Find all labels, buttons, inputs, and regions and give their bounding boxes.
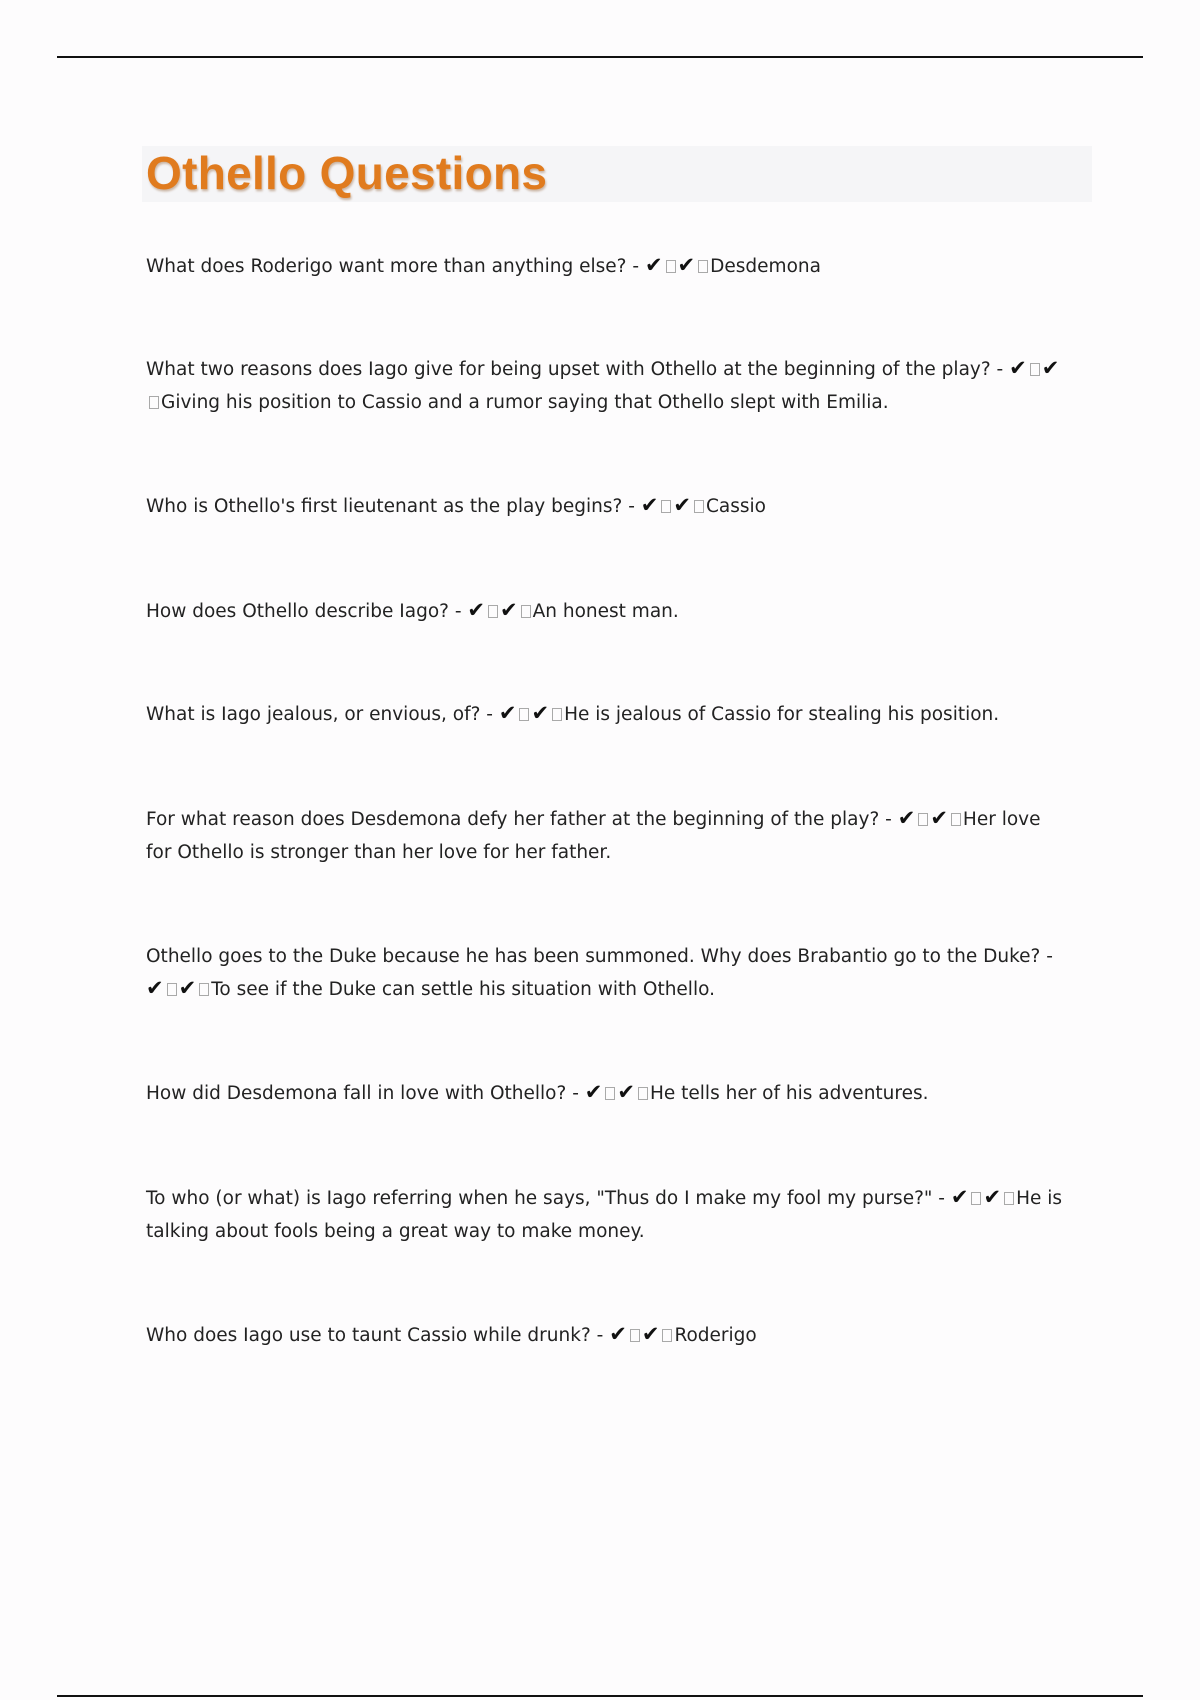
qa-item: [146, 1320, 1066, 1353]
box-icon: [199, 983, 209, 996]
qa-item: [146, 1183, 1066, 1248]
qa-item: [146, 699, 1066, 732]
checkmark-icon: ✔: [146, 975, 164, 1000]
box-icon: [661, 500, 671, 513]
question-text: What is Iago jealous, or envious, of?: [146, 704, 481, 725]
qa-item: [146, 941, 1066, 1006]
separator: -: [448, 601, 468, 622]
box-icon: [971, 1192, 981, 1205]
answer-text: He is jealous of Cassio for stealing his position.: [564, 704, 1000, 725]
question-text: Who is Othello's first lieutenant as the play begins?: [146, 496, 623, 517]
answer-text: Her love for Othello is stronger than her love for her father.: [146, 809, 1041, 863]
question-text: Othello goes to the Duke because he has been summoned. Why does Brabantio go to the Duke?: [146, 946, 1041, 967]
checkmark-icon: ✔: [609, 1322, 627, 1346]
box-icon: [638, 1087, 648, 1100]
separator: -: [932, 1188, 951, 1209]
box-icon: [698, 260, 708, 273]
box-icon: [630, 1329, 640, 1342]
qa-item: [146, 804, 1066, 869]
question-text: How does Othello describe Iago?: [146, 601, 449, 622]
question-text: How did Desdemona fall in love with Othello?: [146, 1083, 567, 1104]
checkmark-icon: ✔: [1009, 356, 1027, 380]
separator: -: [990, 359, 1010, 380]
checkmark-icon: ✔: [983, 1185, 1002, 1209]
answer-text: He is talking about fools being a great way to make money.: [146, 1188, 1063, 1242]
box-icon: [552, 708, 562, 721]
question-text: What does Roderigo want more than anything else?: [146, 256, 627, 277]
checkmark-icon: ✔: [673, 493, 691, 517]
question-text: What two reasons does Iago give for being upset with Othello at the beginning of the play?: [146, 359, 991, 380]
checkmark-icon: ✔: [1041, 356, 1060, 380]
checkmark-icon: ✔: [584, 1080, 603, 1104]
checkmark-icon: ✔: [641, 1322, 660, 1346]
checkmark-icon: ✔: [467, 598, 486, 622]
box-icon: [167, 983, 177, 996]
box-icon: [918, 813, 928, 826]
footer-rule: [57, 1695, 1143, 1697]
box-icon: [521, 605, 531, 618]
checkmark-icon: ✔: [640, 493, 659, 517]
separator: -: [566, 1083, 585, 1104]
box-icon: [519, 708, 529, 721]
answer-text: An honest man.: [532, 601, 679, 622]
box-icon: [605, 1087, 615, 1100]
separator: -: [1040, 946, 1053, 967]
question-text: To who (or what) is Iago referring when he says, "Thus do I make my fool my purse?": [146, 1188, 933, 1209]
document-title: Othello Questions: [146, 147, 548, 199]
checkmark-icon: ✔: [531, 701, 550, 725]
checkmark-icon: ✔: [498, 701, 517, 725]
checkmark-icon: ✔: [500, 598, 518, 622]
qa-item: [146, 251, 1066, 284]
separator: -: [590, 1325, 610, 1346]
separator: -: [626, 256, 645, 277]
checkmark-icon: ✔: [617, 1080, 635, 1104]
box-icon: [149, 396, 159, 409]
header-rule: [57, 56, 1143, 58]
answer-text: Giving his position to Cassio and a rumor saying that Othello slept with Emilia.: [161, 391, 889, 413]
checkmark-icon: ✔: [644, 253, 663, 277]
checkmark-icon: ✔: [950, 1185, 969, 1209]
question-text: For what reason does Desdemona defy her father at the beginning of the play?: [146, 809, 880, 830]
checkmark-icon: ✔: [178, 975, 197, 1000]
separator: -: [879, 809, 898, 830]
answer-text: Cassio: [705, 496, 766, 517]
box-icon: [1004, 1192, 1014, 1205]
answer-text: To see if the Duke can settle his situation with Othello.: [211, 978, 715, 1000]
qa-item: [146, 596, 1066, 629]
qa-item: [146, 354, 1066, 419]
checkmark-icon: ✔: [677, 253, 696, 277]
box-icon: [694, 500, 704, 513]
answer-text: He tells her of his adventures.: [649, 1083, 929, 1104]
checkmark-icon: ✔: [930, 806, 948, 830]
box-icon: [662, 1329, 672, 1342]
box-icon: [666, 260, 676, 273]
qa-item: [146, 1078, 1066, 1111]
answer-text: Roderigo: [674, 1325, 757, 1346]
separator: -: [480, 704, 499, 725]
qa-item: [146, 491, 1066, 524]
box-icon: [1030, 363, 1040, 376]
question-text: Who does Iago use to taunt Cassio while drunk?: [146, 1325, 591, 1346]
answer-text: Desdemona: [710, 256, 821, 277]
box-icon: [488, 605, 498, 618]
separator: -: [622, 496, 641, 517]
checkmark-icon: ✔: [897, 806, 916, 830]
box-icon: [951, 813, 961, 826]
